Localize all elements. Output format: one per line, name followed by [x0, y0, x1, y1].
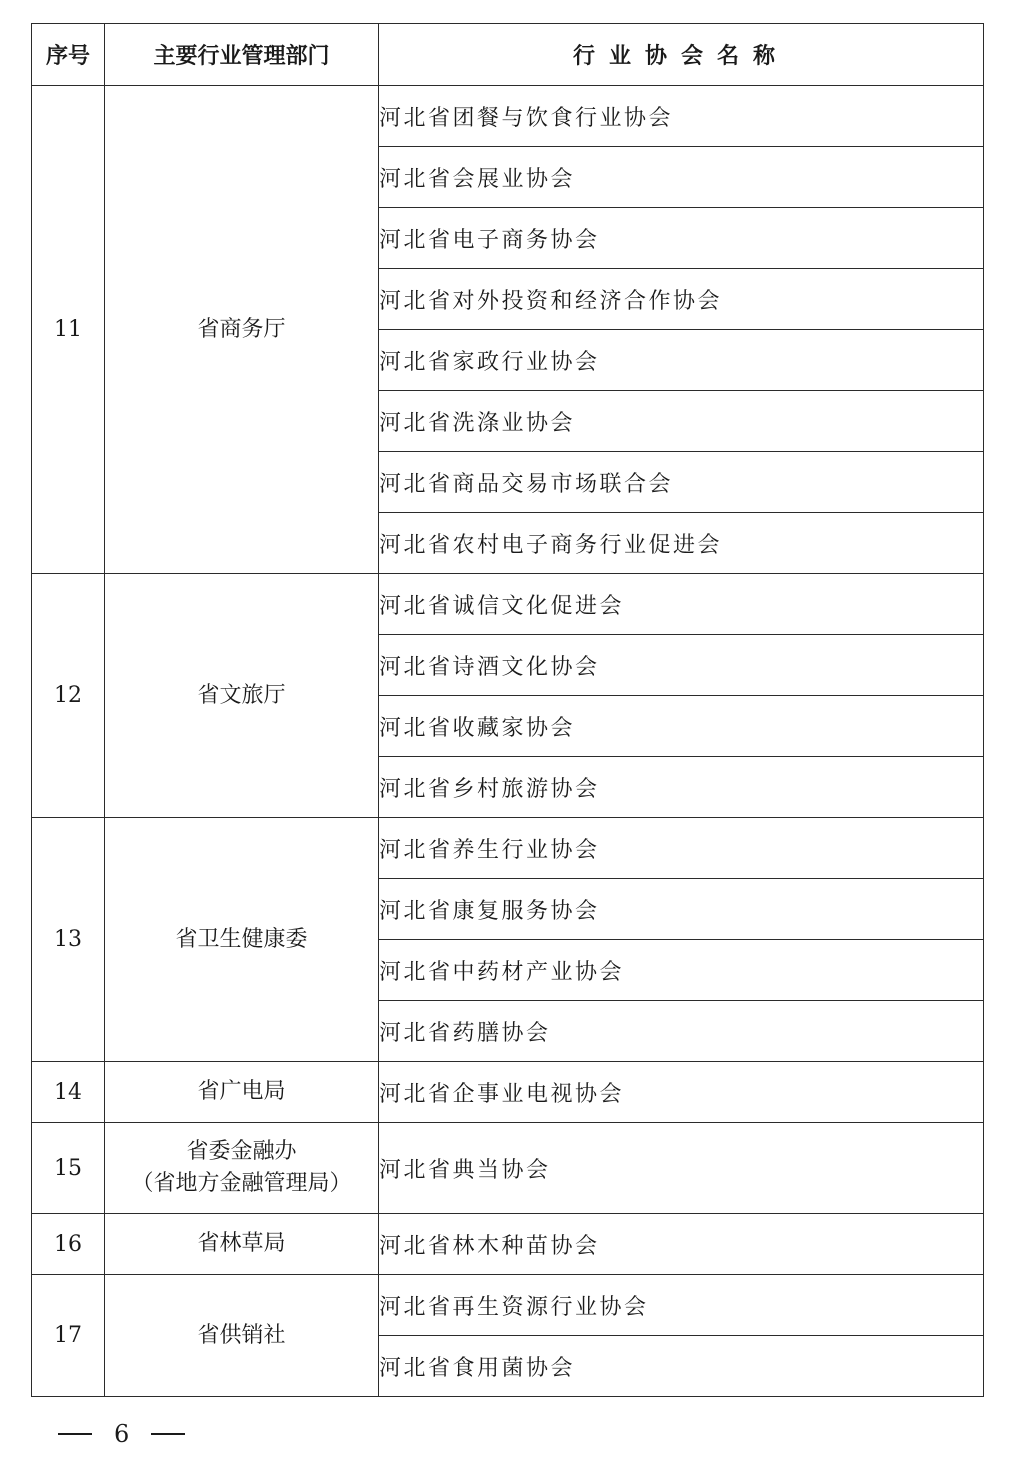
- page-number: 6: [114, 1420, 130, 1448]
- association-name-cell: 河北省会展业协会: [379, 147, 984, 208]
- department-line: 省商务厅: [197, 316, 286, 342]
- department-cell: [105, 1214, 379, 1275]
- association-name-cell: 河北省林木种苗协会: [379, 1214, 984, 1275]
- row-number-cell: 17: [32, 1275, 105, 1397]
- association-name-cell: 河北省中药材产业协会: [379, 940, 984, 1001]
- department-cell: [105, 574, 379, 818]
- table-row: [32, 1275, 984, 1336]
- table-row: [32, 1062, 984, 1123]
- association-name-cell: 河北省家政行业协会: [379, 330, 984, 391]
- row-number-cell: 15: [32, 1123, 105, 1214]
- association-name-cell: 河北省诚信文化促进会: [379, 574, 984, 635]
- department-line: 省文旅厅: [197, 682, 286, 708]
- department-line: （省地方金融管理局）: [131, 1171, 352, 1196]
- department-line: 省委金融办: [186, 1139, 297, 1164]
- association-name-cell: 河北省养生行业协会: [379, 818, 984, 879]
- department-cell: [105, 1123, 379, 1214]
- table-header-row: [32, 24, 984, 86]
- table-body: [32, 86, 984, 1397]
- department-line: 省卫生健康委: [175, 926, 308, 952]
- association-name-cell: 河北省农村电子商务行业促进会: [379, 513, 984, 574]
- department-cell: [105, 818, 379, 1062]
- department-cell: [105, 1062, 379, 1123]
- association-name-cell: 河北省电子商务协会: [379, 208, 984, 269]
- department-column-header: 主要行业管理部门: [105, 24, 379, 86]
- association-name-cell: 河北省诗酒文化协会: [379, 635, 984, 696]
- association-name-cell: 河北省对外投资和经济合作协会: [379, 269, 984, 330]
- department-line: 省供销社: [197, 1322, 286, 1348]
- table-row: [32, 1123, 984, 1214]
- association-name-cell: 河北省康复服务协会: [379, 879, 984, 940]
- association-name-cell: 河北省洗涤业协会: [379, 391, 984, 452]
- association-name-cell: 河北省食用菌协会: [379, 1336, 984, 1397]
- footer-dash-right: [151, 1433, 185, 1435]
- association-name-cell: 河北省再生资源行业协会: [379, 1275, 984, 1336]
- association-name-cell: 河北省商品交易市场联合会: [379, 452, 984, 513]
- association-name-cell: 河北省收藏家协会: [379, 696, 984, 757]
- department-line: 省广电局: [197, 1079, 286, 1104]
- association-name-cell: 河北省团餐与饮食行业协会: [379, 86, 984, 147]
- department-cell: [105, 86, 379, 574]
- table-row: [32, 86, 984, 147]
- association-column-header: 行业协会名称: [379, 24, 984, 86]
- association-name-cell: 河北省乡村旅游协会: [379, 757, 984, 818]
- table-row: [32, 574, 984, 635]
- row-number-cell: 13: [32, 818, 105, 1062]
- row-number-cell: 11: [32, 86, 105, 574]
- page-footer: [58, 1420, 185, 1448]
- row-number-cell: 16: [32, 1214, 105, 1275]
- association-name-cell: 河北省典当协会: [379, 1123, 984, 1214]
- department-line: 省林草局: [197, 1231, 286, 1256]
- department-cell: [105, 1275, 379, 1397]
- association-name-cell: 河北省药膳协会: [379, 1001, 984, 1062]
- row-number-cell: 12: [32, 574, 105, 818]
- number-column-header: 序号: [32, 24, 105, 86]
- footer-dash-left: [58, 1433, 92, 1435]
- row-number-cell: 14: [32, 1062, 105, 1123]
- table-row: [32, 818, 984, 879]
- table-row: [32, 1214, 984, 1275]
- association-table: [31, 23, 984, 1397]
- association-name-cell: 河北省企事业电视协会: [379, 1062, 984, 1123]
